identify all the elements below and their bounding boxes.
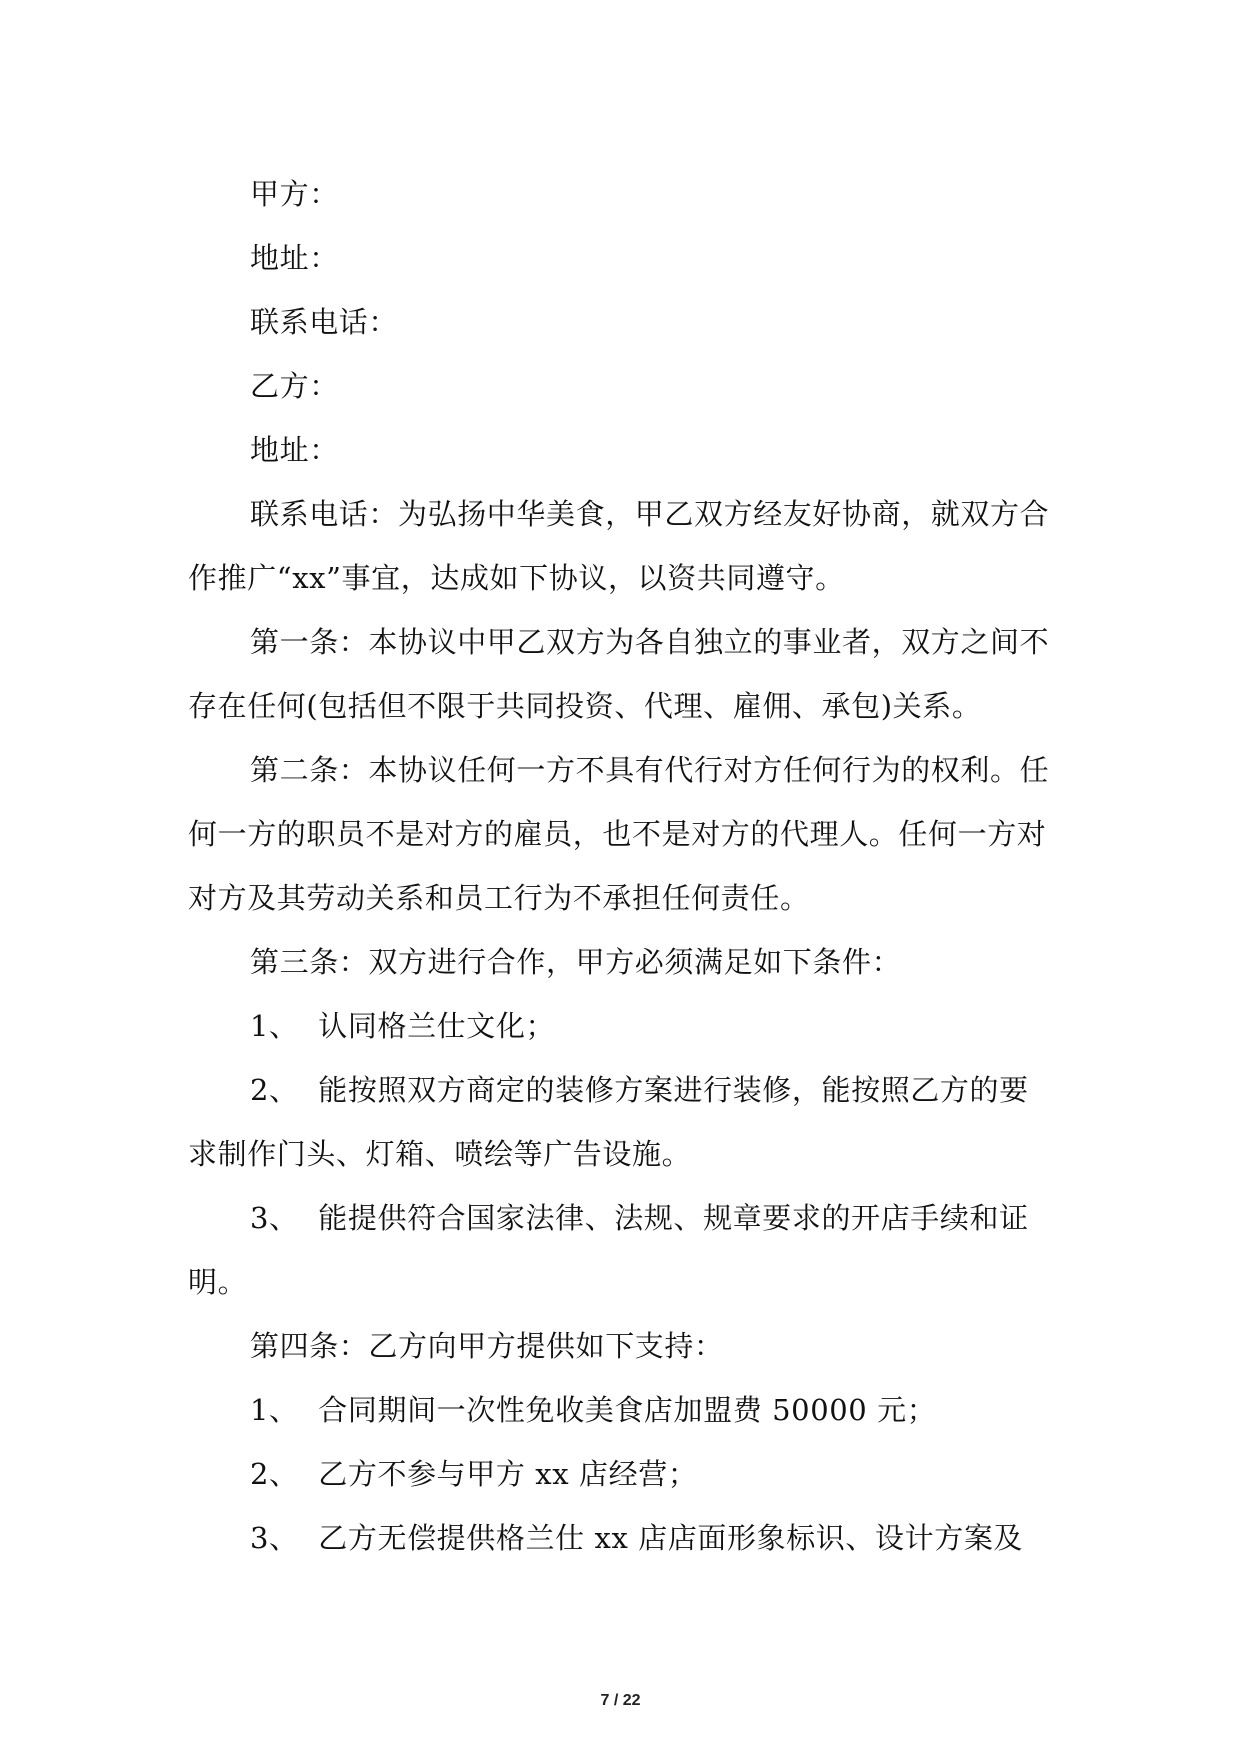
article-1: 第一条：本协议中甲乙双方为各自独立的事业者，双方之间不存在任何(包括但不限于共同投资、代理、雇佣、承包)关系。 — [188, 625, 1050, 723]
article-4: 第四条：乙方向甲方提供如下支持： — [250, 1329, 724, 1363]
intro-paragraph: 联系电话：为弘扬中华美食，甲乙双方经友好协商，就双方合作推广“xx”事宜，达成如下协议，以资共同遵守。 — [188, 497, 1050, 595]
address-line-b: 地址： — [250, 433, 339, 467]
article-3: 第三条：双方进行合作，甲方必须满足如下条件： — [250, 945, 902, 979]
party-a-line: 甲方： — [250, 177, 339, 211]
document-body — [188, 162, 1058, 1570]
article-4-item-3: 3、 乙方无偿提供格兰仕 xx 店店面形象标识、设计方案及 — [250, 1521, 1024, 1555]
address-line-a: 地址： — [250, 241, 339, 275]
article-3-item-2: 2、 能按照双方商定的装修方案进行装修，能按照乙方的要求制作门头、灯箱、喷绘等广告设施。 — [188, 1073, 1029, 1171]
article-4-item-1: 1、 合同期间一次性免收美食店加盟费 50000 元； — [250, 1393, 937, 1427]
article-3-item-3: 3、 能提供符合国家法律、法规、规章要求的开店手续和证明。 — [188, 1201, 1029, 1299]
article-4-item-2: 2、 乙方不参与甲方 xx 店经营； — [250, 1457, 698, 1491]
article-3-item-1: 1、 认同格兰仕文化； — [250, 1009, 556, 1043]
party-b-line: 乙方： — [250, 369, 339, 403]
page-number: 7 / 22 — [600, 1692, 641, 1709]
article-2: 第二条：本协议任何一方不具有代行对方任何行为的权利。任何一方的职员不是对方的雇员，也不是对方的代理人。任何一方对对方及其劳动关系和员工行为不承担任何责任。 — [188, 753, 1050, 915]
phone-line-a: 联系电话： — [250, 305, 399, 339]
